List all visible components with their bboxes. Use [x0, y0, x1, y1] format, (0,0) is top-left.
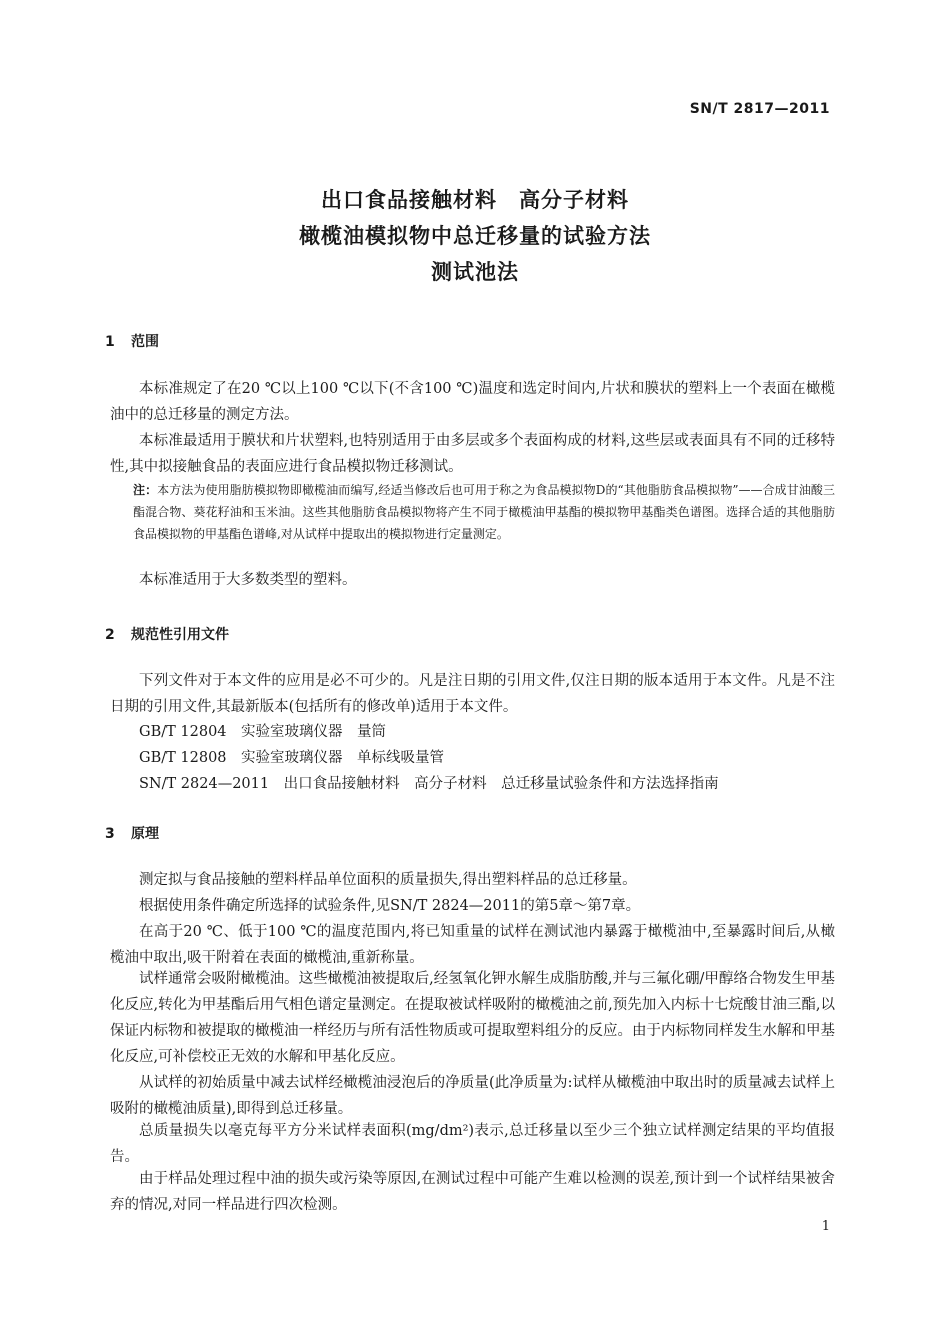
title-line-2: 橄榄油模拟物中总迁移量的试验方法 — [299, 224, 651, 248]
reference-item: GB/T 12804 实验室玻璃仪器 量筒 — [139, 724, 387, 740]
section-heading-scope — [105, 331, 159, 351]
paragraph: 总质量损失以毫克每平方分米试样表面积(mg/dm²)表示,总迁移量以至少三个独立试样测定结果的平均值报告。 — [110, 1123, 835, 1165]
paragraph: 下列文件对于本文件的应用是必不可少的。凡是注日期的引用文件,仅注日期的版本适用于本文件。凡是不注日期的引用文件,其最新版本(包括所有的修改单)适用于本文件。 — [110, 673, 835, 715]
paragraph: 从试样的初始质量中减去试样经橄榄油浸泡后的净质量(此净质量为:试样从橄榄油中取出时的质量减去试样上吸附的橄榄油质量),即得到总迁移量。 — [110, 1075, 835, 1117]
page-number: 1 — [821, 1219, 830, 1234]
note-text: 本方法为使用脂肪模拟物即橄榄油而编写,经适当修改后也可用于称之为食品模拟物D的“其他脂肪食品模拟物”——合成甘油酸三酯混合物、葵花籽油和玉米油。这些其他脂肪食品模拟物将产生不同于橄榄油甲基酯的模拟物甲基酯类色谱图。选择合适的其他脂肪食品模拟物的甲基酯色谱峰,对从试样中提取出的模拟物进行定量测定。 — [133, 483, 835, 541]
section-title: 原理 — [131, 826, 159, 842]
section-title: 规范性引用文件 — [131, 627, 229, 643]
paragraph: 根据使用条件确定所选择的试验条件,见SN/T 2824—2011的第5章～第7章。 — [139, 898, 641, 914]
paragraph: 本标准最适用于膜状和片状塑料,也特别适用于由多层或多个表面构成的材料,这些层或表面具有不同的迁移特性,其中拟接触食品的表面应进行食品模拟物迁移测试。 — [110, 433, 835, 475]
section-heading-normative-references — [105, 624, 229, 644]
note — [133, 479, 835, 545]
section-number: 1 — [105, 334, 115, 350]
section-number: 2 — [105, 627, 115, 643]
title-line-3: 测试池法 — [431, 260, 519, 284]
paragraph: 测定拟与食品接触的塑料样品单位面积的质量损失,得出塑料样品的总迁移量。 — [139, 872, 637, 888]
title-line-1: 出口食品接触材料 高分子材料 — [321, 188, 629, 212]
paragraph: 在高于20 ℃、低于100 ℃的温度范围内,将已知重量的试样在测试池内暴露于橄榄油中,至暴露时间后,从橄榄油中取出,吸干附着在表面的橄榄油,重新称量。 — [110, 924, 835, 966]
section-heading-principle — [105, 823, 159, 843]
standard-code: SN/T 2817—2011 — [689, 101, 830, 117]
paragraph: 本标准适用于大多数类型的塑料。 — [139, 572, 357, 588]
section-number: 3 — [105, 826, 115, 842]
paragraph: 试样通常会吸附橄榄油。这些橄榄油被提取后,经氢氧化钾水解生成脂肪酸,并与三氟化硼/甲醇络合物发生甲基化反应,转化为甲基酯后用气相色谱定量测定。在提取被试样吸附的橄榄油之前,预先加入内标十七烷酸甘油三酯,以保证内标物和被提取的橄榄油一样经历与所有活性物质或可提取塑料组分的反应。由于内标物同样发生水解和甲基化反应,可补偿校正无效的水解和甲基化反应。 — [110, 971, 835, 1065]
section-title: 范围 — [131, 334, 159, 350]
paragraph: 本标准规定了在20 ℃以上100 ℃以下(不含100 ℃)温度和选定时间内,片状和膜状的塑料上一个表面在橄榄油中的总迁移量的测定方法。 — [110, 381, 835, 423]
paragraph: 由于样品处理过程中油的损失或污染等原因,在测试过程中可能产生难以检测的误差,预计到一个试样结果被舍弃的情况,对同一样品进行四次检测。 — [110, 1171, 835, 1213]
reference-item: SN/T 2824—2011 出口食品接触材料 高分子材料 总迁移量试验条件和方法选择指南 — [139, 776, 719, 792]
note-label: 注： — [133, 483, 158, 497]
reference-item: GB/T 12808 实验室玻璃仪器 单标线吸量管 — [139, 750, 445, 766]
